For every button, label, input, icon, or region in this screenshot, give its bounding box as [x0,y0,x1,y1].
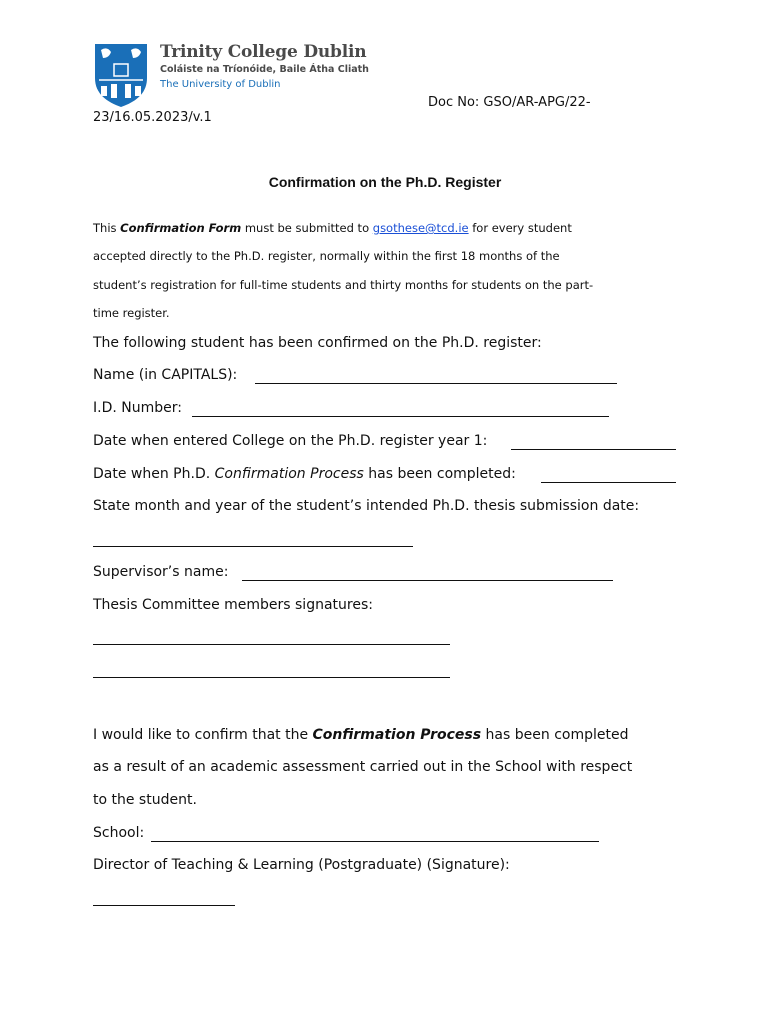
confirmation-process-emphasis: Confirmation Process [312,727,482,743]
confirmation-form-emphasis: Confirmation Form [120,221,242,235]
logo-university: The University of Dublin [160,79,281,90]
director-label: Director of Teaching & Learning (Postgraduate) (Signature): [93,857,510,873]
entered-date-field-line[interactable] [511,449,676,450]
logo-institution: Trinity College Dublin [160,42,367,62]
completed-date-field-line[interactable] [541,482,676,483]
confirm-text: has been completed [481,727,629,743]
intro-line-4: time register. [93,306,170,320]
committee-signature-line-2[interactable] [93,677,450,678]
confirm-line-2: as a result of an academic assessment carried out in the School with respect [93,759,633,775]
intro-text: This [93,221,121,235]
confirm-line-3: to the student. [93,792,197,808]
school-label: School: [93,825,145,841]
name-field-line[interactable] [255,383,617,384]
confirmation-process-emphasis: Confirmation Process [214,466,364,482]
school-field-line[interactable] [151,841,599,842]
confirm-text: I would like to confirm that the [93,727,313,743]
supervisor-label: Supervisor’s name: [93,564,229,580]
submission-date-label: State month and year of the student’s intended Ph.D. thesis submission date: [93,498,640,514]
entered-date-label: Date when entered College on the Ph.D. register year 1: [93,433,488,449]
intro-line-2: accepted directly to the Ph.D. register, normally within the first 18 months of the [93,249,560,263]
confirm-line-1 [93,727,628,743]
tcd-logo [93,42,369,108]
supervisor-field-line[interactable] [242,580,613,581]
crest-icon [93,42,149,108]
id-number-label: I.D. Number: [93,400,182,416]
logo-institution-irish: Coláiste na Tríonóide, Baile Átha Cliath [160,64,369,75]
id-number-field-line[interactable] [192,416,609,417]
following-student-text: The following student has been confirmed on the Ph.D. register: [93,335,542,351]
intro-text: for every student [468,221,572,235]
intro-line-3: student’s registration for full-time students and thirty months for students on the part- [93,278,594,292]
document-title: Confirmation on the Ph.D. Register [268,174,502,190]
intro-text: must be submitted to [241,221,373,235]
completed-date-text: Date when Ph.D. [93,466,215,482]
doc-number-line1: Doc No: GSO/AR-APG/22- [428,95,591,110]
director-signature-line[interactable] [93,905,235,906]
completed-date-label [93,466,516,482]
name-label: Name (in CAPITALS): [93,367,238,383]
committee-label: Thesis Committee members signatures: [93,597,373,613]
doc-number-line2: 23/16.05.2023/v.1 [93,110,212,125]
committee-signature-line-1[interactable] [93,644,450,645]
submission-date-field-line[interactable] [93,546,413,547]
completed-date-text: has been completed: [363,466,516,482]
intro-line-1 [93,221,572,235]
email-link[interactable]: gsothese@tcd.ie [372,221,469,235]
